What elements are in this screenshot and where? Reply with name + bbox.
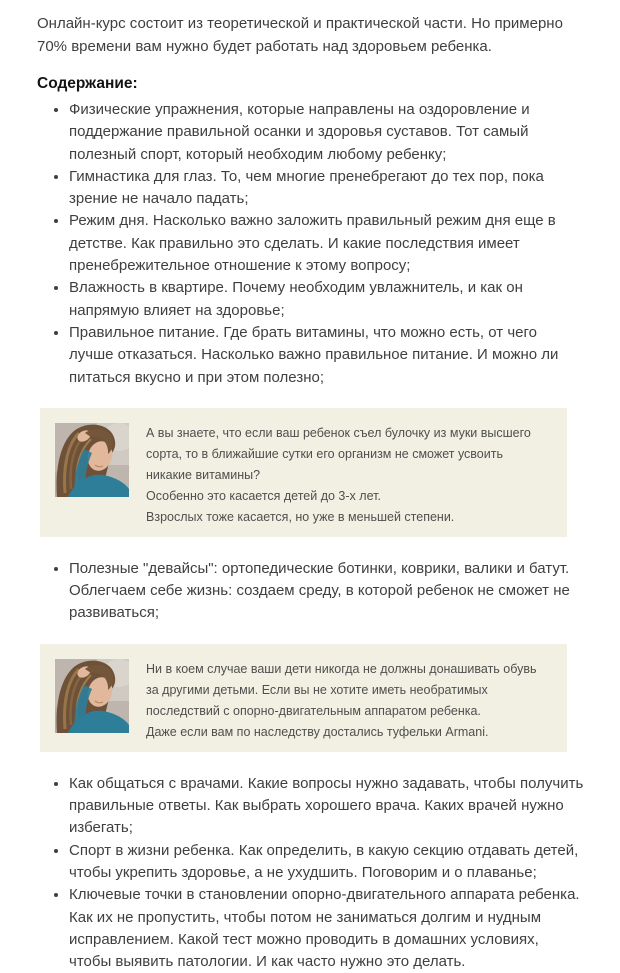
list-item: • Физические упражнения, которые направлены на оздоровление и поддержание правильной осанки и здоровья суставов. Тот самый полезный спорт, который необходим любому ребенку; <box>69 99 584 166</box>
list-item: • Режим дня. Насколько важно заложить правильный режим дня еще в детстве. Как правильно это сделать. И какие последствия имеет пренебрежительное отношение к этому вопросу; <box>69 210 584 277</box>
list-item: • Гимнастика для глаз. То, чем многие пренебрегают до тех пор, пока зрение не начало падать; <box>69 166 584 211</box>
contents-list-2 <box>37 558 584 625</box>
quote-box-1 <box>40 408 567 537</box>
quote-line: Взрослых тоже касается, но уже в меньшей степени. <box>146 509 455 524</box>
quote-line: Даже если вам по наследству достались туфельки Armani. <box>146 724 489 739</box>
quote-text-2 <box>146 659 547 743</box>
quote-text-1 <box>146 423 547 528</box>
list-item: • Правильное питание. Где брать витамины, что можно есть, от чего лучше отказаться. Насколько важно правильное питание. И можно ли питаться вкусно и при этом полезно; <box>69 322 584 389</box>
contents-heading: Содержание: <box>37 75 138 92</box>
contents-list-3 <box>37 773 584 973</box>
list-item: • Ключевые точки в становлении опорно-двигательного аппарата ребенка. Как их не пропустить, чтобы потом не заниматься долгим и нудным исправлением. Какой тест можно проводить в домашних условиях, чтобы выявить патологии. И как часто нужно это делать. <box>69 884 584 973</box>
list-item: • Как общаться с врачами. Какие вопросы нужно задавать, чтобы получить правильные ответы. Как выбрать хорошего врача. Каких врачей нужно избегать; <box>69 773 584 840</box>
list-item: • Влажность в квартире. Почему необходим увлажнитель, и как он напрямую влияет на здоровье; <box>69 277 584 322</box>
quote-line: Особенно это касается детей до 3-х лет. <box>146 488 381 503</box>
author-photo <box>55 423 129 497</box>
list-item: • Спорт в жизни ребенка. Как определить, в какую секцию отдавать детей, чтобы укрепить здоровье, а не ухудшить. Поговорим и о плаванье; <box>69 840 584 885</box>
list-item: • Полезные "девайсы": ортопедические ботинки, коврики, валики и батут. Облегчаем себе жизнь: создаем среду, в которой ребенок не сможет не развиваться; <box>69 558 584 625</box>
quote-box-2 <box>40 644 567 752</box>
author-photo <box>55 659 129 733</box>
contents-list-1 <box>37 99 584 389</box>
quote-line: Ни в коем случае ваши дети никогда не должны донашивать обувь за другими детьми. Если вы не хотите иметь необратимых последствий с опорно-двигательным аппаратом ребенка. <box>146 661 537 718</box>
quote-line: А вы знаете, что если ваш ребенок съел булочку из муки высшего сорта, то в ближайшие сутки его организм не сможет усвоить никакие витамины? <box>146 425 531 482</box>
intro-paragraph: Онлайн-курс состоит из теоретической и практической части. Но примерно 70% времени вам нужно будет работать над здоровьем ребенка. <box>37 15 563 55</box>
